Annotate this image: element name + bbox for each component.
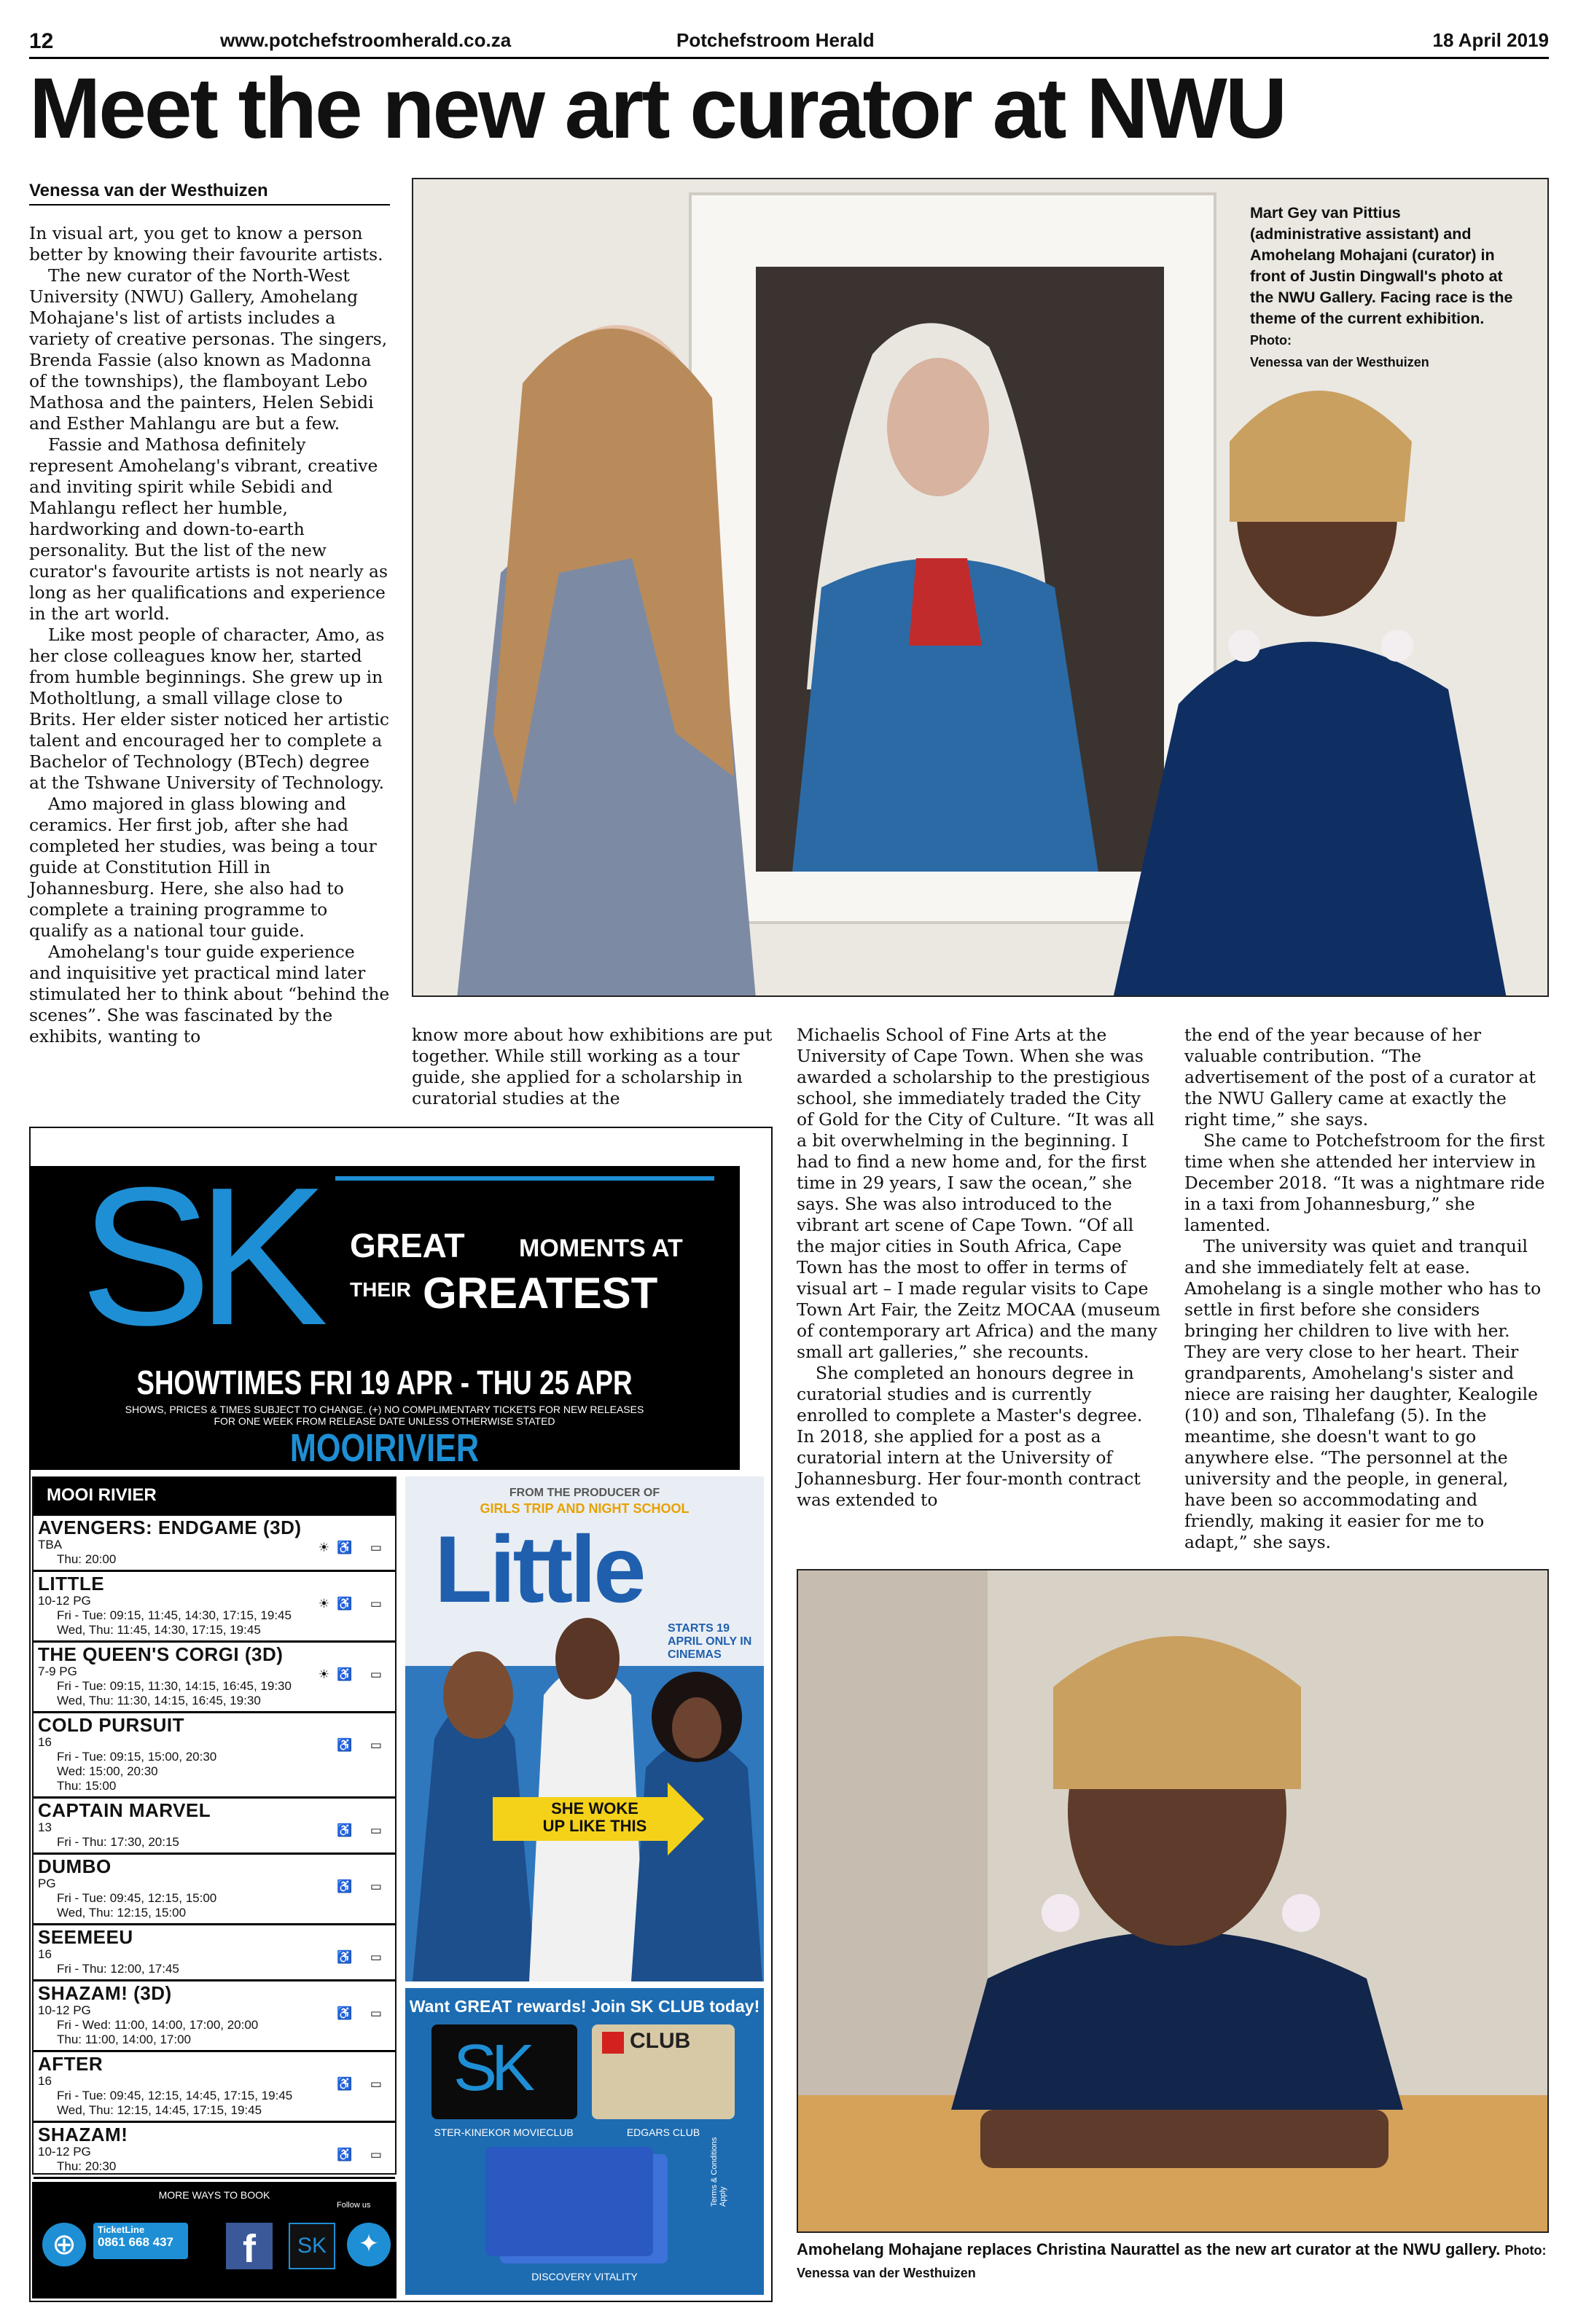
movie-title: CAPTAIN MARVEL [38,1799,211,1821]
movie-listing[interactable] [34,2052,395,2123]
tagline-greatest: GREATEST [423,1269,658,1318]
paragraph: the end of the year because of her valuable contribution. “The advertisement of the post of a curator at the NWU Gallery came at exactly the right time,” she says. [1184,1025,1536,1130]
arrow-word: SHE [551,1799,585,1818]
arrow-word: UP [542,1817,565,1835]
movie-rating: 10-12 PG [38,1594,91,1608]
movie-showtimes: Wed: 15:00, 20:30 [57,1764,158,1778]
booking-heading: MORE WAYS TO BOOK [158,2189,270,2201]
movieclub-label: STER-KINEKOR MOVIECLUB [434,2127,574,2138]
cinema-name: MOOIRIVIER [289,1426,480,1470]
twitter-icon[interactable]: ✦ [347,2223,391,2266]
format-icons: ☀♿ ▭ [318,1667,389,1681]
article-column-4 [1184,1025,1549,1553]
edgars-club-label: EDGARS CLUB [626,2127,700,2138]
caption-credit-label: Photo: [1250,333,1292,348]
movie-title: AFTER [38,2053,103,2075]
paragraph: Michaelis School of Fine Arts at the University of Cape Town. When she was awarded a scholarship to the prestigious school, she immediately traded the City of Gold for the City of Culture. “It was all a bit overwhelming in the beginning. I had to find a new home and, for the first time in 29 years, I saw the ocean,” she says. She was also introduced to the vibrant art scene of Cape Town. “Of all the major cities in South Africa, Cape Town has the most to offer in terms of visual art – I made regular visits to Cape Town Art Fair, the Zeitz MOCAA (museum of contemporary art Africa) and the many small art galleries,” she recounts. [797,1025,1161,1362]
ticketline-box[interactable] [93,2223,188,2259]
movie-listing[interactable] [34,1572,395,1643]
headline: Meet the new art curator at NWU [29,60,1286,157]
facebook-icon[interactable]: f [226,2223,273,2269]
article-column-1 [29,223,390,1047]
follow-label: Follow us [337,2201,371,2210]
caption-credit: Photo: Venessa van der Westhuizen [797,2243,1547,2280]
movie-showtimes: Thu: 20:30 [57,2159,117,2173]
listing-header: MOOI RIVIER [34,1478,395,1516]
movie-listing[interactable] [34,1799,395,1855]
movie-showtimes: Fri - Thu: 12:00, 17:45 [57,1962,179,1976]
format-icons: ♿ ▭ [337,1738,389,1752]
paragraph: She came to Potchefstroom for the first time when she attended her interview in December 2018. “It was a nightmare ride in a taxi from Johannesburg,” she lamented. [1184,1130,1545,1235]
vitality-card [485,2147,653,2256]
advert-banner [29,1147,740,1470]
edgars-card-title: CLUB [630,2029,691,2053]
movie-title: COLD PURSUIT [38,1714,184,1736]
byline-rule [29,204,390,206]
showtimes-heading: SHOWTIMES FRI 19 APR - THU 25 APR [136,1364,633,1401]
movie-title: SEEMEEU [38,1926,133,1948]
movie-showtimes: Fri - Wed: 11:00, 14:00, 17:00, 20:00 [57,2018,259,2032]
second-photo-illustration [798,1570,1549,2233]
article-column-3 [797,1025,1161,1511]
main-photo-caption [1250,203,1516,373]
movie-title: SHAZAM! [38,2124,128,2145]
second-photo [797,1569,1549,2233]
paragraph: She completed an honours degree in curatorial studies and is currently enrolled to complete a Master's degree. In 2018, she applied for a post as a curatorial intern at the University of Johannesburg. Her four-month contract was extended to [797,1363,1143,1510]
poster-title: Little [434,1516,644,1622]
movie-rating: 7-9 PG [38,1664,77,1678]
edgars-logo-icon [602,2032,624,2054]
card-sk-logo: SK [453,2032,530,2105]
edgars-club-card [592,2024,735,2119]
movie-title: SHAZAM! (3D) [38,1982,172,2004]
paragraph: The new curator of the North-West University (NWU) Gallery, Amohelang Mohajane's list of artists includes a variety of creative personas. The singers, Brenda Fassie (also known as Madonna of the townships), the flamboyant Lebo Mathosa and the painters, Helen Sebidi and Esther Mahlangu are but a few. [29,265,388,434]
arrow-word: WOKE [588,1799,638,1818]
page-number: 12 [29,29,54,53]
movieclub-card [431,2024,577,2119]
movie-rating: 10-12 PG [38,2003,91,2017]
paragraph: Like most people of character, Amo, as her close colleagues know her, started from humble beginnings. She grew up in Motholtlung, a small village close to Brits. Her elder sister noticed her artistic talent and encouraged her to complete a Bachelor of Technology (BTech) degree at the Tshwane University of Technology. [29,625,389,793]
page-header [29,26,1549,55]
movie-title: AVENGERS: ENDGAME (3D) [38,1517,302,1538]
disclaimer-line-2: FOR ONE WEEK FROM RELEASE DATE UNLESS OTHERWISE STATED [214,1415,555,1427]
sk-club-panel[interactable] [405,1988,764,2295]
paragraph: Fassie and Mathosa definitely represent Amohelang's vibrant, creative and inviting spirit while Sebidi and Mahlangu reflect her humble, hardworking and down-to-earth personality. But the list of the new curator's favourite artists is not nearly as long as her qualifications and experience in the art world. [29,434,388,624]
globe-icon[interactable]: ⊕ [42,2223,86,2266]
movie-listing[interactable] [34,2123,395,2179]
movie-list [34,1516,395,2179]
sk-app-icon[interactable]: SK [289,2223,335,2269]
movie-listing[interactable] [34,1925,395,1981]
publication-name: Potchefstroom Herald [676,29,875,51]
arrow-word: THIS [610,1817,647,1835]
byline: Venessa van der Westhuizen [29,181,268,200]
vitality-label: DISCOVERY VITALITY [531,2271,638,2282]
movie-listing[interactable] [34,1643,395,1713]
movie-showtimes: Wed, Thu: 12:15, 15:00 [57,1906,187,1920]
movie-listing[interactable] [34,1516,395,1572]
format-icons: ☀♿ ▭ [318,1597,389,1611]
movie-rating: 16 [38,1735,52,1749]
format-icons: ☀♿ ▭ [318,1541,389,1554]
booking-strip [32,2182,397,2298]
movie-showtimes: Wed, Thu: 12:15, 14:45, 17:15, 19:45 [57,2103,262,2117]
caption-text: Amohelang Mohajane replaces Christina Naurattel as the new art curator at the NWU gallery. [797,2240,1501,2258]
paragraph: Amo majored in glass blowing and ceramics. Her first job, after she had completed her studies, was being a tour guide at Constitution Hill in Johannesburg. Here, she also had to complete a training programme to qualify as a national tour guide. [29,794,377,941]
header-rule [29,57,1549,59]
format-icons: ♿ ▭ [337,1823,389,1837]
format-icons: ♿ ▭ [337,2006,389,2020]
disclaimer-line-1: SHOWS, PRICES & TIMES SUBJECT TO CHANGE. (+) NO COMPLIMENTARY TICKETS FOR NEW RELEASES [125,1404,644,1415]
poster-from-line: FROM THE PRODUCER OF [509,1487,660,1499]
movie-rating: 16 [38,1947,52,1961]
paragraph: The university was quiet and tranquil and she immediately felt at ease. Amohelang is a single mother who has to settle in first before she considers bringing her children to live with her. They are very close to her heart. Their grandparents, Amohelang's sister and niece are raising her daughter, Kealogile (10) and son, Tlhalefang (5). In the meantime, she doesn't want to go anywhere else. “The personnel at the university and the people, in general, have been so accommodating and friendly, making it easier for me to adapt,” she says. [1184,1236,1542,1552]
ticketline-number: 0861 668 437 [98,2235,173,2249]
movie-rating: PG [38,1877,56,1890]
paragraph: know more about how exhibitions are put together. While still working as a tour guide, she applied for a scholarship in curatorial studies at the [412,1025,773,1108]
movie-showtimes: Fri - Tue: 09:15, 11:30, 14:15, 16:45, 19:30 [57,1679,292,1693]
sk-logo: SK [80,1147,314,1366]
movie-showtimes: Thu: 15:00 [57,1779,117,1793]
movie-showtimes: Wed, Thu: 11:45, 14:30, 17:15, 19:45 [57,1623,261,1637]
movie-rating: 16 [38,2074,52,2088]
format-icons: ♿ ▭ [337,2148,389,2161]
movie-listing[interactable] [34,1855,395,1925]
tagline-great: GREAT [350,1226,465,1264]
movie-rating: TBA [38,1538,63,1552]
poster-producer-line: GIRLS TRIP AND NIGHT SCHOOL [480,1501,690,1516]
movie-showtimes: Fri - Tue: 09:15, 15:00, 20:30 [57,1750,217,1764]
movie-listing[interactable] [34,1713,395,1799]
movie-showtimes: Fri - Thu: 17:30, 20:15 [57,1835,179,1849]
movie-showtimes: Thu: 11:00, 14:00, 17:00 [57,2032,191,2046]
movie-rating: 13 [38,1820,52,1834]
ticketline-label: TicketLine [98,2224,145,2235]
format-icons: ♿ ▭ [337,1879,389,1893]
showtime-listings [32,1476,397,2175]
caption-credit: Venessa van der Westhuizen [1250,355,1429,369]
paragraph: In visual art, you get to know a person better by knowing their favourite artists. [29,223,383,265]
movie-showtimes: Wed, Thu: 11:30, 14:15, 16:45, 19:30 [57,1694,261,1707]
movie-showtimes: Fri - Tue: 09:45, 12:15, 15:00 [57,1891,217,1905]
movie-showtimes: Thu: 20:00 [57,1552,117,1566]
paragraph: Amohelang's tour guide experience and inquisitive yet practical mind later stimulated her to think about “behind the scenes”. She was fascinated by the exhibits, wanting to [29,942,390,1046]
poster-release: STARTS 19 APRIL ONLY IN CINEMAS [668,1622,752,1661]
terms-note: Terms & Conditions Apply [710,2137,727,2207]
movie-title: THE QUEEN'S CORGI (3D) [38,1643,284,1665]
article-column-2 [412,1025,776,1109]
website-url[interactable]: www.potchefstroomherald.co.za [220,29,512,51]
movie-title: LITTLE [38,1573,105,1595]
little-movie-poster[interactable] [405,1476,764,1981]
movie-title: DUMBO [38,1855,112,1877]
movie-showtimes: Fri - Tue: 09:45, 12:15, 14:45, 17:15, 19:45 [57,2089,293,2102]
second-photo-caption [797,2239,1549,2284]
movie-listing[interactable] [34,1981,395,2052]
club-heading: Want GREAT rewards! Join SK CLUB today! [409,1997,760,2016]
tagline-moments: MOMENTS AT [519,1235,683,1262]
format-icons: ♿ ▭ [337,2077,389,2091]
format-icons: ♿ ▭ [337,1950,389,1964]
poster-arrow-text [536,1800,653,1835]
issue-date: 18 April 2019 [1432,29,1549,51]
caption-text: Mart Gey van Pittius (administrative assistant) and Amohelang Mohajani (curator) in front of Justin Dingwall's photo at the NWU Gallery. Facing race is the theme of the current exhibition. [1250,204,1513,327]
movie-showtimes: Fri - Tue: 09:15, 11:45, 14:30, 17:15, 19:45 [57,1608,292,1622]
arrow-word: LIKE [569,1817,606,1835]
tagline-their: THEIR [350,1278,411,1301]
movie-rating: 10-12 PG [38,2145,91,2159]
logo-line [335,1176,714,1181]
